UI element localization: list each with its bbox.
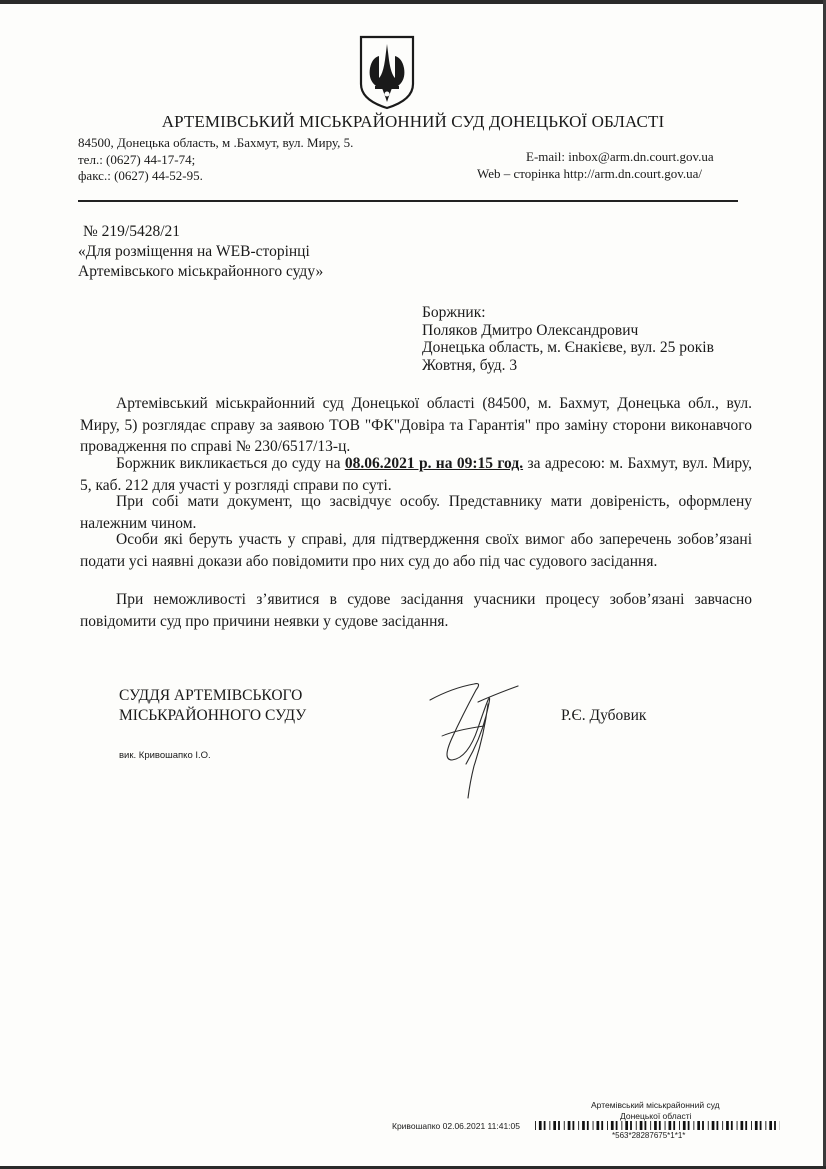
barcode-bar bbox=[697, 1121, 700, 1130]
barcode-bar bbox=[568, 1121, 571, 1130]
body-paragraph-5: При неможливості з’явитися в судове засідання учасники процесу зобов’язані завчасно повідомити суд про причини неявки у судове засідання. bbox=[80, 591, 752, 630]
recipient-name: Поляков Дмитро Олександрович bbox=[422, 322, 639, 339]
barcode-bar bbox=[774, 1121, 776, 1130]
barcode-bar bbox=[717, 1121, 719, 1130]
barcode-bar bbox=[679, 1121, 680, 1130]
barcode-bar bbox=[578, 1121, 579, 1130]
barcode-bar bbox=[765, 1121, 766, 1130]
barcode-bar bbox=[741, 1121, 744, 1130]
header-divider bbox=[78, 200, 738, 202]
barcode-bar bbox=[683, 1121, 686, 1130]
barcode-bar bbox=[659, 1121, 661, 1130]
barcode-bar bbox=[621, 1121, 622, 1130]
recipient-address-line-1: Донецька область, м. Єнакієве, вул. 25 років bbox=[422, 339, 714, 356]
barcode-bar bbox=[755, 1121, 758, 1130]
barcode-bar bbox=[693, 1121, 694, 1130]
barcode-bar bbox=[665, 1121, 666, 1130]
barcode-bar bbox=[616, 1121, 618, 1130]
case-number: № 219/5428/21 bbox=[83, 223, 181, 240]
barcode-bar bbox=[593, 1121, 594, 1130]
purpose-line-2: Артемівського міськрайонного суду» bbox=[78, 263, 324, 280]
barcode-bar bbox=[544, 1121, 546, 1130]
barcode-bar bbox=[611, 1121, 614, 1130]
purpose-line-1: «Для розміщення на WEB-сторінці bbox=[78, 243, 310, 260]
court-title: АРТЕМІВСЬКИЙ МІСЬКРАЙОННИЙ СУД ДОНЕЦЬКОЇ ОБЛАСТІ bbox=[161, 112, 665, 131]
barcode-bar bbox=[607, 1121, 608, 1130]
barcode-bar bbox=[553, 1121, 556, 1130]
barcode-bar bbox=[630, 1121, 632, 1130]
barcode-bar bbox=[669, 1121, 672, 1130]
barcode-bar bbox=[760, 1121, 762, 1130]
body-paragraph-3: При собі мати документ, що засвідчує особу. Представнику мати довіреність, оформлену належним чином. bbox=[80, 493, 752, 532]
barcode-bar bbox=[708, 1121, 709, 1130]
barcode-bar bbox=[597, 1121, 600, 1130]
barcode-bar bbox=[673, 1121, 675, 1130]
barcode-bar bbox=[650, 1121, 651, 1130]
barcode-bar bbox=[645, 1121, 647, 1130]
barcode bbox=[535, 1121, 780, 1130]
stamp-registrar-datetime: Кривошапко 02.06.2021 11:41:05 bbox=[392, 1121, 520, 1131]
barcode-bar bbox=[564, 1121, 565, 1130]
barcode-bar bbox=[769, 1121, 772, 1130]
stamp-court-line-2: Донецької області bbox=[620, 1111, 692, 1121]
barcode-bar bbox=[726, 1121, 729, 1130]
barcode-text: *563*28287675*1*1* bbox=[612, 1131, 686, 1140]
barcode-bar bbox=[737, 1121, 738, 1130]
barcode-bar bbox=[688, 1121, 690, 1130]
executor-name: вик. Кривошапко І.О. bbox=[119, 750, 211, 761]
court-phone: тел.: (0627) 44-17-74; bbox=[78, 152, 196, 167]
recipient-address-line-2: Жовтня, буд. 3 bbox=[422, 357, 518, 374]
barcode-bar bbox=[535, 1121, 536, 1130]
stamp-court-line-1: Артемівський міськрайонний суд bbox=[591, 1100, 720, 1110]
barcode-bar bbox=[573, 1121, 575, 1130]
hearing-datetime: 08.06.2021 р. на 09:15 год. bbox=[344, 455, 524, 472]
barcode-bar bbox=[702, 1121, 704, 1130]
barcode-bar bbox=[745, 1121, 747, 1130]
barcode-bar bbox=[582, 1121, 585, 1130]
barcode-bar bbox=[654, 1121, 657, 1130]
barcode-bar bbox=[549, 1121, 550, 1130]
court-address: 84500, Донецька область, м .Бахмут, вул. Миру, 5. bbox=[78, 135, 354, 150]
coat-of-arms-icon bbox=[358, 34, 416, 110]
recipient-label: Боржник: bbox=[422, 304, 486, 321]
barcode-bar bbox=[636, 1121, 637, 1130]
judge-title-line-2: МІСЬКРАЙОННОГО СУДУ bbox=[119, 707, 307, 724]
barcode-bar bbox=[751, 1121, 752, 1130]
body-paragraph-2: Боржник викликається до суду на 08.06.2021 р. на 09:15 год. за адресою: м. Бахмут, вул. Миру, 5, каб. 212 для участі у розгляді справи по суті. bbox=[80, 455, 753, 494]
barcode-bar bbox=[587, 1121, 589, 1130]
barcode-bar bbox=[722, 1121, 723, 1130]
scan-edge-top bbox=[0, 0, 826, 4]
court-fax: факс.: (0627) 44-52-95. bbox=[78, 168, 203, 183]
barcode-bar bbox=[640, 1121, 643, 1130]
body-paragraph-4: Особи які беруть участь у справі, для підтвердження своїх вимог або заперечень зобов’язані подати усі наявні докази або повідомити про них суд до або під час судового засідання. bbox=[80, 531, 752, 570]
barcode-bar bbox=[625, 1121, 628, 1130]
handwritten-signature bbox=[422, 676, 522, 802]
barcode-bar bbox=[558, 1121, 560, 1130]
barcode-bar bbox=[731, 1121, 733, 1130]
judge-name: Р.Є. Дубовик bbox=[561, 707, 647, 724]
body-paragraph-1: Артемівський міськрайонний суд Донецької області (84500, м. Бахмут, Донецька обл., вул. Миру, 5) розглядає справу за заявою ТОВ "ФК"Довіра та Гарантія" про заміну сторони виконавчого провадження по справі № 230/6517/13-ц. bbox=[80, 395, 752, 455]
barcode-bar bbox=[539, 1121, 542, 1130]
barcode-bar bbox=[712, 1121, 715, 1130]
judge-title-line-1: СУДДЯ АРТЕМІВСЬКОГО bbox=[119, 687, 303, 704]
barcode-bar bbox=[601, 1121, 603, 1130]
court-email: E-mail: inbox@arm.dn.court.gov.ua bbox=[526, 149, 714, 164]
court-website: Web – сторінка http://arm.dn.court.gov.ua/ bbox=[477, 166, 703, 181]
